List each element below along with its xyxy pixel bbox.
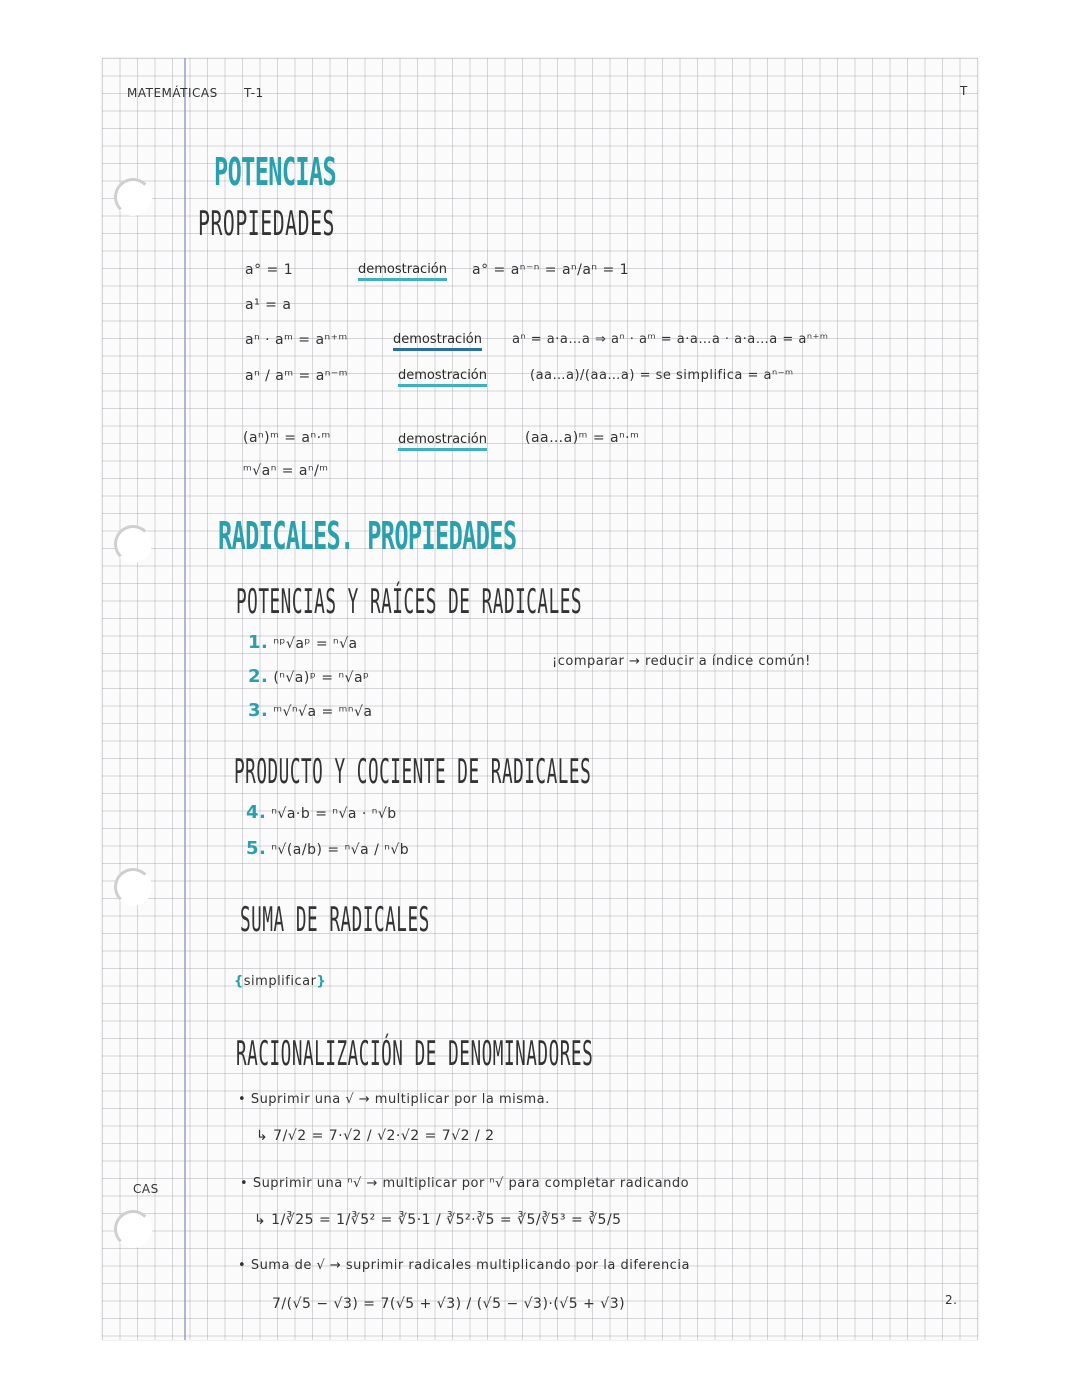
- notebook-page: [102, 58, 978, 1340]
- page-number: 2.: [945, 1293, 958, 1307]
- formula: a° = 1: [245, 262, 294, 278]
- heading-racionalizacion: RACIONALIZACIÓN DE DENOMINADORES: [236, 1034, 594, 1074]
- demostracion-label: demostración: [398, 432, 487, 451]
- demostracion-label: demostración: [393, 332, 482, 351]
- formula: aⁿ / aᵐ = aⁿ⁻ᵐ: [245, 368, 348, 384]
- proof: (aa…a)ᵐ = aⁿ·ᵐ: [525, 430, 640, 446]
- demostracion-label: demostración: [358, 262, 447, 281]
- property-item: 5. ⁿ√(a/b) = ⁿ√a / ⁿ√b: [246, 838, 410, 859]
- property-item: 2. (ⁿ√a)ᵖ = ⁿ√aᵖ: [248, 666, 370, 687]
- bullet-item: • Suma de √ → suprimir radicales multiplicando por la diferencia: [238, 1258, 690, 1273]
- proof: aⁿ = a·a…a ⇒ aⁿ · aᵐ = a·a…a · a·a…a = aⁿ⁺ᵐ: [512, 332, 829, 347]
- section-title-radicales: RADICALES. PROPIEDADES: [218, 514, 517, 558]
- header-topic: T-1: [244, 86, 264, 100]
- note-comparar: ¡comparar → reducir a índice común!: [552, 654, 811, 669]
- heading-potencias-raices: POTENCIAS Y RAÍCES DE RADICALES: [236, 582, 583, 622]
- demostracion-label: demostración: [398, 368, 487, 387]
- proof: a° = aⁿ⁻ⁿ = aⁿ/aⁿ = 1: [472, 262, 630, 278]
- header-page-mark: T: [960, 84, 968, 98]
- formula: a¹ = a: [245, 297, 292, 313]
- proof: (aa…a)/(aa…a) = se simplifica = aⁿ⁻ᵐ: [530, 368, 794, 383]
- binder-hole: [114, 868, 152, 906]
- note-simplificar: {simplificar}: [234, 974, 327, 989]
- bullet-item: • Suprimir una ⁿ√ → multiplicar por ⁿ√ para completar radicando: [240, 1176, 690, 1191]
- example-formula: ↳ 1/∛25 = 1/∛5² = ∛5·1 / ∛5²·∛5 = ∛5/∛5³ = ∛5/5: [254, 1212, 622, 1228]
- section-title-potencias: POTENCIAS: [214, 150, 337, 194]
- margin-note: CAS: [133, 1182, 159, 1196]
- formula: aⁿ · aᵐ = aⁿ⁺ᵐ: [245, 332, 348, 348]
- binder-hole: [114, 178, 152, 216]
- header-subject: MATEMÁTICAS: [127, 86, 218, 100]
- property-item: 4. ⁿ√a·b = ⁿ√a · ⁿ√b: [246, 802, 397, 823]
- bullet-item: • Suprimir una √ → multiplicar por la misma.: [238, 1092, 550, 1107]
- formula: ᵐ√aⁿ = aⁿ/ᵐ: [243, 463, 329, 479]
- margin-line: [184, 58, 186, 1340]
- subtitle-propiedades: PROPIEDADES: [198, 204, 335, 244]
- example-formula: ↳ 7/√2 = 7·√2 / √2·√2 = 7√2 / 2: [256, 1128, 495, 1144]
- heading-producto-cociente: PRODUCTO Y COCIENTE DE RADICALES: [234, 752, 592, 792]
- heading-suma-radicales: SUMA DE RADICALES: [240, 900, 430, 940]
- binder-hole: [114, 525, 152, 563]
- formula: (aⁿ)ᵐ = aⁿ·ᵐ: [243, 430, 331, 446]
- property-item: 3. ᵐ√ⁿ√a = ᵐⁿ√a: [248, 700, 373, 721]
- binder-hole: [114, 1210, 152, 1248]
- example-formula: 7/(√5 − √3) = 7(√5 + √3) / (√5 − √3)·(√5 + √3): [272, 1296, 626, 1312]
- property-item: 1. ⁿᵖ√aᵖ = ⁿ√a: [248, 632, 358, 653]
